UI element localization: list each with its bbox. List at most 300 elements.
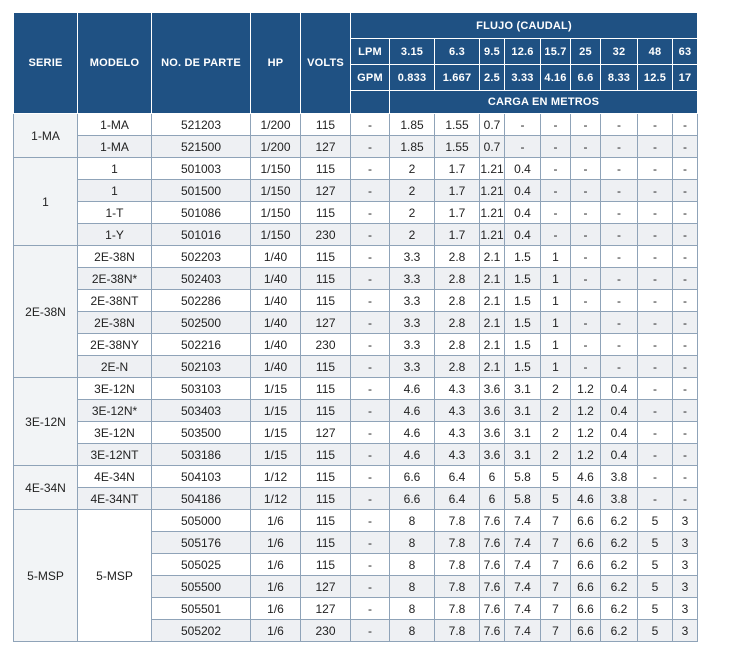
modelo-cell: 2E-38NY: [78, 334, 152, 356]
carga-cell: 0.7: [480, 136, 505, 158]
parte-cell: 501003: [152, 158, 251, 180]
carga-cell: 6.2: [601, 620, 638, 642]
carga-cell: 2.8: [435, 268, 480, 290]
carga-cell: 6.6: [571, 510, 601, 532]
carga-cell: -: [351, 356, 390, 378]
carga-cell: -: [638, 312, 673, 334]
volts-cell: 115: [301, 510, 351, 532]
carga-cell: 1: [541, 312, 571, 334]
modelo-cell: 1-MA: [78, 136, 152, 158]
pump-spec-table-wrapper: [13, 12, 698, 642]
hp-cell: 1/40: [251, 334, 301, 356]
carga-cell: 1.85: [390, 114, 435, 136]
volts-cell: 115: [301, 378, 351, 400]
carga-cell: 1.7: [435, 202, 480, 224]
carga-cell: 2.8: [435, 334, 480, 356]
carga-cell: -: [673, 378, 698, 400]
carga-label-blank: [351, 91, 390, 114]
carga-cell: -: [638, 180, 673, 202]
table-row: [14, 268, 698, 290]
carga-cell: 3: [673, 576, 698, 598]
serie-cell: 4E-34N: [14, 466, 78, 510]
carga-cell: 1.5: [505, 334, 541, 356]
carga-cell: 1.2: [571, 422, 601, 444]
table-row: [14, 202, 698, 224]
carga-cell: 6.2: [601, 576, 638, 598]
table-row: [14, 334, 698, 356]
carga-cell: 6.6: [390, 466, 435, 488]
hp-cell: 1/15: [251, 422, 301, 444]
carga-cell: -: [351, 334, 390, 356]
carga-cell: 2: [541, 422, 571, 444]
modelo-cell: 2E-38N: [78, 312, 152, 334]
carga-cell: -: [571, 334, 601, 356]
hp-cell: 1/40: [251, 356, 301, 378]
gpm-value: 0.833: [390, 65, 435, 91]
carga-cell: -: [673, 224, 698, 246]
carga-cell: -: [571, 136, 601, 158]
carga-cell: 3.8: [601, 488, 638, 510]
carga-cell: 3: [673, 620, 698, 642]
carga-cell: 7: [541, 620, 571, 642]
hp-cell: 1/40: [251, 268, 301, 290]
volts-cell: 127: [301, 136, 351, 158]
carga-cell: 1.5: [505, 356, 541, 378]
modelo-cell: 2E-N: [78, 356, 152, 378]
carga-cell: 2: [541, 378, 571, 400]
carga-cell: 0.4: [505, 180, 541, 202]
carga-cell: 6.2: [601, 510, 638, 532]
gpm-value: 3.33: [505, 65, 541, 91]
serie-cell: 3E-12N: [14, 378, 78, 466]
carga-cell: 1.85: [390, 136, 435, 158]
carga-cell: 3.3: [390, 356, 435, 378]
carga-cell: 8: [390, 620, 435, 642]
volts-cell: 230: [301, 334, 351, 356]
table-row: [14, 488, 698, 510]
carga-cell: 4.6: [571, 488, 601, 510]
carga-cell: 6: [480, 488, 505, 510]
parte-cell: 521500: [152, 136, 251, 158]
carga-cell: -: [601, 334, 638, 356]
modelo-cell: 4E-34N: [78, 466, 152, 488]
carga-cell: 2.8: [435, 290, 480, 312]
carga-cell: 5.8: [505, 488, 541, 510]
hp-cell: 1/15: [251, 378, 301, 400]
carga-cell: 2: [541, 444, 571, 466]
volts-cell: 115: [301, 246, 351, 268]
hp-cell: 1/15: [251, 444, 301, 466]
carga-cell: -: [571, 180, 601, 202]
parte-cell: 502403: [152, 268, 251, 290]
carga-cell: 0.4: [505, 202, 541, 224]
carga-cell: 6.6: [571, 620, 601, 642]
serie-cell: 5-MSP: [14, 510, 78, 642]
carga-cell: -: [673, 136, 698, 158]
volts-cell: 127: [301, 180, 351, 202]
carga-cell: 1.5: [505, 312, 541, 334]
hp-cell: 1/40: [251, 290, 301, 312]
carga-cell: -: [541, 158, 571, 180]
carga-cell: -: [673, 422, 698, 444]
carga-cell: 3.6: [480, 400, 505, 422]
carga-cell: 4.3: [435, 378, 480, 400]
carga-cell: -: [673, 290, 698, 312]
hp-cell: 1/150: [251, 158, 301, 180]
volts-cell: 115: [301, 488, 351, 510]
carga-cell: 3.1: [505, 378, 541, 400]
carga-cell: 0.4: [601, 422, 638, 444]
carga-cell: 3.8: [601, 466, 638, 488]
carga-cell: 1: [541, 356, 571, 378]
carga-cell: 7: [541, 532, 571, 554]
carga-cell: 7.4: [505, 598, 541, 620]
carga-cell: 5: [638, 576, 673, 598]
carga-cell: -: [673, 202, 698, 224]
carga-cell: -: [673, 356, 698, 378]
serie-cell: 1-MA: [14, 114, 78, 158]
parte-cell: 505025: [152, 554, 251, 576]
hp-cell: 1/6: [251, 554, 301, 576]
carga-cell: 7.8: [435, 598, 480, 620]
carga-cell: 6.6: [571, 598, 601, 620]
carga-cell: 2: [390, 224, 435, 246]
carga-cell: -: [673, 312, 698, 334]
carga-cell: -: [351, 136, 390, 158]
carga-cell: 1.2: [571, 378, 601, 400]
col-header-serie: SERIE: [14, 13, 78, 114]
table-row: [14, 510, 698, 532]
carga-cell: 0.4: [601, 444, 638, 466]
carga-cell: 1.2: [571, 444, 601, 466]
carga-cell: -: [638, 422, 673, 444]
carga-cell: -: [541, 202, 571, 224]
lpm-value: 25: [571, 39, 601, 65]
carga-cell: 5: [541, 466, 571, 488]
carga-cell: 4.3: [435, 444, 480, 466]
carga-cell: 6.6: [571, 554, 601, 576]
parte-cell: 502103: [152, 356, 251, 378]
hp-cell: 1/6: [251, 510, 301, 532]
carga-cell: 6.6: [390, 488, 435, 510]
carga-cell: -: [351, 378, 390, 400]
carga-cell: -: [673, 114, 698, 136]
carga-cell: 7.4: [505, 532, 541, 554]
carga-cell: -: [351, 268, 390, 290]
carga-cell: 8: [390, 532, 435, 554]
carga-cell: -: [638, 378, 673, 400]
carga-cell: -: [673, 444, 698, 466]
carga-cell: 7: [541, 598, 571, 620]
col-header-carga: CARGA EN METROS: [390, 91, 698, 114]
hp-cell: 1/6: [251, 576, 301, 598]
carga-cell: 2.8: [435, 312, 480, 334]
carga-cell: 7.4: [505, 576, 541, 598]
carga-cell: -: [673, 180, 698, 202]
parte-cell: 505500: [152, 576, 251, 598]
modelo-cell: 2E-38NT: [78, 290, 152, 312]
carga-cell: 1.7: [435, 158, 480, 180]
carga-cell: 7.6: [480, 576, 505, 598]
carga-cell: 3.3: [390, 268, 435, 290]
carga-cell: -: [351, 532, 390, 554]
carga-cell: 8: [390, 576, 435, 598]
parte-cell: 505501: [152, 598, 251, 620]
carga-cell: -: [601, 136, 638, 158]
pump-spec-table: [13, 12, 698, 642]
carga-cell: 7: [541, 576, 571, 598]
carga-cell: -: [571, 246, 601, 268]
carga-cell: -: [601, 114, 638, 136]
carga-cell: -: [351, 510, 390, 532]
hp-cell: 1/6: [251, 598, 301, 620]
hp-cell: 1/12: [251, 466, 301, 488]
parte-cell: 505000: [152, 510, 251, 532]
carga-cell: 6: [480, 466, 505, 488]
hp-cell: 1/200: [251, 136, 301, 158]
volts-cell: 115: [301, 202, 351, 224]
carga-cell: 2.1: [480, 246, 505, 268]
carga-cell: -: [638, 444, 673, 466]
carga-cell: 4.6: [571, 466, 601, 488]
volts-cell: 115: [301, 400, 351, 422]
carga-cell: 0.4: [505, 224, 541, 246]
carga-cell: -: [601, 356, 638, 378]
carga-cell: 4.6: [390, 444, 435, 466]
gpm-value: 4.16: [541, 65, 571, 91]
carga-cell: -: [351, 180, 390, 202]
parte-cell: 503500: [152, 422, 251, 444]
carga-cell: -: [638, 400, 673, 422]
lpm-value: 3.15: [390, 39, 435, 65]
carga-cell: 1.55: [435, 136, 480, 158]
carga-cell: -: [638, 334, 673, 356]
carga-cell: 1.2: [571, 400, 601, 422]
carga-cell: -: [351, 598, 390, 620]
carga-cell: 7.8: [435, 620, 480, 642]
carga-cell: -: [638, 246, 673, 268]
carga-cell: 8: [390, 510, 435, 532]
carga-cell: -: [571, 202, 601, 224]
parte-cell: 501016: [152, 224, 251, 246]
carga-cell: 4.6: [390, 422, 435, 444]
carga-cell: 7: [541, 510, 571, 532]
lpm-value: 32: [601, 39, 638, 65]
table-row: [14, 422, 698, 444]
carga-cell: 5: [541, 488, 571, 510]
parte-cell: 505202: [152, 620, 251, 642]
carga-cell: 5: [638, 598, 673, 620]
carga-cell: 7.4: [505, 554, 541, 576]
carga-cell: -: [351, 290, 390, 312]
carga-cell: 2.1: [480, 290, 505, 312]
table-row: [14, 246, 698, 268]
table-row: [14, 444, 698, 466]
carga-cell: -: [673, 158, 698, 180]
table-row: [14, 356, 698, 378]
carga-cell: 7.4: [505, 620, 541, 642]
carga-cell: -: [638, 268, 673, 290]
carga-cell: 3.1: [505, 422, 541, 444]
carga-cell: -: [571, 268, 601, 290]
carga-cell: -: [638, 158, 673, 180]
carga-cell: 3: [673, 598, 698, 620]
carga-cell: -: [351, 114, 390, 136]
lpm-label: LPM: [351, 39, 390, 65]
parte-cell: 503186: [152, 444, 251, 466]
hp-cell: 1/6: [251, 620, 301, 642]
parte-cell: 502216: [152, 334, 251, 356]
carga-cell: -: [351, 554, 390, 576]
hp-cell: 1/200: [251, 114, 301, 136]
carga-cell: -: [351, 400, 390, 422]
carga-cell: -: [351, 488, 390, 510]
carga-cell: 4.3: [435, 422, 480, 444]
carga-cell: -: [638, 356, 673, 378]
parte-cell: 503103: [152, 378, 251, 400]
lpm-value: 9.5: [480, 39, 505, 65]
modelo-cell: 3E-12N*: [78, 400, 152, 422]
volts-cell: 115: [301, 532, 351, 554]
table-row: [14, 114, 698, 136]
carga-cell: 0.7: [480, 114, 505, 136]
carga-cell: 5: [638, 532, 673, 554]
volts-cell: 115: [301, 356, 351, 378]
carga-cell: 7.8: [435, 576, 480, 598]
carga-cell: -: [571, 312, 601, 334]
carga-cell: 2: [390, 202, 435, 224]
carga-cell: -: [571, 114, 601, 136]
carga-cell: 1.21: [480, 224, 505, 246]
carga-cell: -: [541, 224, 571, 246]
carga-cell: 1.7: [435, 224, 480, 246]
modelo-cell: 1: [78, 180, 152, 202]
carga-cell: 5: [638, 554, 673, 576]
gpm-value: 12.5: [638, 65, 673, 91]
volts-cell: 127: [301, 312, 351, 334]
table-row: [14, 224, 698, 246]
carga-cell: 2.8: [435, 356, 480, 378]
lpm-value: 63: [673, 39, 698, 65]
carga-cell: -: [601, 180, 638, 202]
parte-cell: 502286: [152, 290, 251, 312]
hp-cell: 1/40: [251, 312, 301, 334]
carga-cell: 6.6: [571, 532, 601, 554]
parte-cell: 502203: [152, 246, 251, 268]
carga-cell: -: [673, 488, 698, 510]
carga-cell: -: [601, 158, 638, 180]
parte-cell: 504103: [152, 466, 251, 488]
table-row: [14, 466, 698, 488]
volts-cell: 115: [301, 114, 351, 136]
gpm-value: 8.33: [601, 65, 638, 91]
parte-cell: 503403: [152, 400, 251, 422]
carga-cell: 3.3: [390, 290, 435, 312]
modelo-cell: 2E-38N: [78, 246, 152, 268]
carga-cell: -: [351, 312, 390, 334]
carga-cell: -: [541, 180, 571, 202]
hp-cell: 1/12: [251, 488, 301, 510]
carga-cell: 3: [673, 554, 698, 576]
gpm-value: 1.667: [435, 65, 480, 91]
parte-cell: 501086: [152, 202, 251, 224]
volts-cell: 127: [301, 422, 351, 444]
carga-cell: 2: [390, 158, 435, 180]
carga-cell: 3.3: [390, 246, 435, 268]
carga-cell: -: [351, 246, 390, 268]
serie-cell: 1: [14, 158, 78, 246]
carga-cell: 7.8: [435, 532, 480, 554]
carga-cell: 7.8: [435, 554, 480, 576]
carga-cell: -: [571, 290, 601, 312]
carga-cell: 7.6: [480, 510, 505, 532]
carga-cell: 2.1: [480, 334, 505, 356]
carga-cell: 0.4: [601, 378, 638, 400]
hp-cell: 1/150: [251, 224, 301, 246]
carga-cell: 2: [390, 180, 435, 202]
table-row: [14, 312, 698, 334]
volts-cell: 115: [301, 466, 351, 488]
carga-cell: -: [638, 290, 673, 312]
carga-cell: -: [601, 246, 638, 268]
carga-cell: 1: [541, 290, 571, 312]
hp-cell: 1/150: [251, 202, 301, 224]
hp-cell: 1/15: [251, 400, 301, 422]
carga-cell: -: [601, 268, 638, 290]
carga-cell: 3.6: [480, 422, 505, 444]
carga-cell: 3.6: [480, 444, 505, 466]
serie-cell: 2E-38N: [14, 246, 78, 378]
hp-cell: 1/6: [251, 532, 301, 554]
carga-cell: -: [673, 268, 698, 290]
carga-cell: -: [351, 466, 390, 488]
volts-cell: 115: [301, 444, 351, 466]
carga-cell: -: [638, 488, 673, 510]
volts-cell: 127: [301, 576, 351, 598]
modelo-cell: 4E-34NT: [78, 488, 152, 510]
carga-cell: 6.4: [435, 466, 480, 488]
lpm-value: 6.3: [435, 39, 480, 65]
carga-cell: 5.8: [505, 466, 541, 488]
carga-cell: 3: [673, 510, 698, 532]
hp-cell: 1/150: [251, 180, 301, 202]
carga-cell: -: [638, 224, 673, 246]
carga-cell: -: [351, 620, 390, 642]
carga-cell: -: [571, 224, 601, 246]
carga-cell: 1.55: [435, 114, 480, 136]
gpm-value: 6.6: [571, 65, 601, 91]
modelo-cell: 1-T: [78, 202, 152, 224]
carga-cell: 2.1: [480, 268, 505, 290]
carga-cell: 1.21: [480, 158, 505, 180]
parte-cell: 504186: [152, 488, 251, 510]
carga-cell: 7: [541, 554, 571, 576]
carga-cell: 1.21: [480, 202, 505, 224]
carga-cell: 1: [541, 268, 571, 290]
volts-cell: 127: [301, 598, 351, 620]
carga-cell: -: [351, 576, 390, 598]
carga-cell: -: [601, 202, 638, 224]
carga-cell: 4.6: [390, 400, 435, 422]
carga-cell: 7.6: [480, 598, 505, 620]
carga-cell: 5: [638, 620, 673, 642]
carga-cell: -: [601, 290, 638, 312]
col-header-modelo: MODELO: [78, 13, 152, 114]
carga-cell: -: [673, 466, 698, 488]
modelo-cell: 3E-12NT: [78, 444, 152, 466]
carga-cell: -: [571, 356, 601, 378]
carga-cell: -: [673, 246, 698, 268]
